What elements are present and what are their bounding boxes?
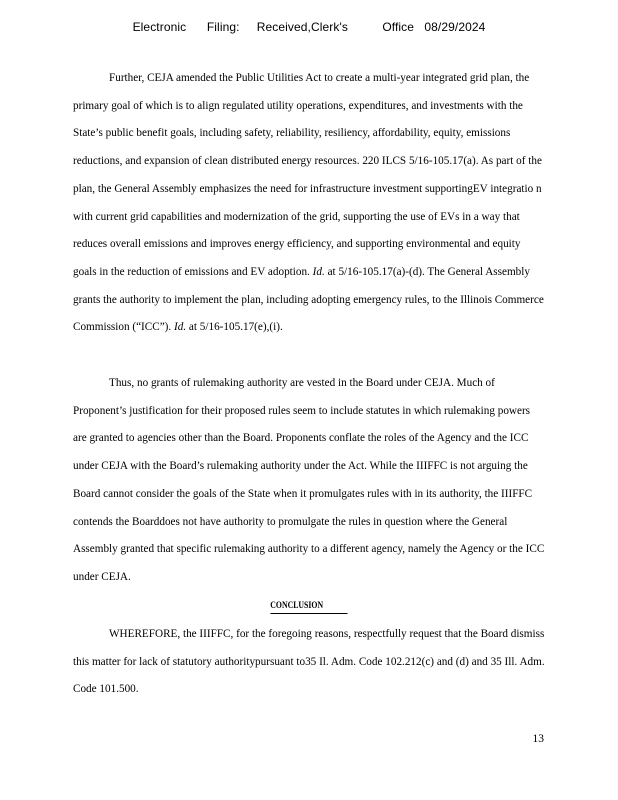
paragraph-text: Further, CEJA amended the Public Utilities Act to create a multi-year integrated grid plan, the primary goal of which is to align regulated utility operations, expenditures, and investments with the State’s public benefit goals, including safety, reliability, resiliency, affordability, equity, emissions reductions, and expansion of clean distributed energy resources. 220 ILCS 5/16-105.17(a). As part of the plan, the General Assembly emphasizes the need for infrastructure investment supportingEV integratio n with current grid capabilities and modernization of the grid, supporting the use of EVs in a way that reduces overall emissions and improves energy efficiency, and supporting environmental and equity goals in the reduction of emissions and EV adoption.	[73, 72, 542, 278]
filing-stamp-header: Electronic Filing: Received,Clerk's Office 08/29/2024	[132, 20, 486, 34]
page-number: 13	[532, 733, 544, 745]
conclusion-heading-text: CONCLUSION	[270, 600, 347, 614]
paragraph-wherefore	[73, 621, 545, 704]
paragraph-text: WHEREFORE, the IIIFFC, for the foregoing reasons, respectfully request that the Board dismiss this matter for lack of statutory authoritypursuant to35 Il. Adm. Code 102.212(c) and (d) and 35 Ill. Adm. Code 101.500.	[73, 628, 545, 696]
paragraph-text: at 5/16-105.17(a)-(d). The General Assembly grants the authority to implement the plan, including adopting emergency rules, to the Illinois Commerce Commission (“ICC”).	[73, 265, 544, 334]
citation-id: Id.	[174, 321, 187, 334]
conclusion-heading	[56, 600, 563, 614]
paragraph-ceja-grid-plan	[73, 65, 545, 342]
citation-id: Id.	[312, 265, 325, 278]
paragraph-rulemaking-authority	[73, 370, 545, 592]
paragraph-text: at 5/16-105.17(e),(i).	[186, 321, 283, 334]
paragraph-text: Thus, no grants of rulemaking authority are vested in the Board under CEJA. Much of Proponent’s justification for their proposed rules seem to include statutes in which rulemaking powers are granted to agencies other than the Board. Proponents conflate the roles of the Agency and the ICC under CEJA with the Board’s rulemaking authority under the Act. While the IIIFFC is not arguing the Board cannot consider the goals of the State when it promulgates rules with in its authority, the IIIFFC contends the Boarddoes not have authority to promulgate the rules in question where the General Assembly granted that specific rulemaking authority to a different agency, namely the Agency or the ICC under CEJA.	[73, 377, 545, 583]
